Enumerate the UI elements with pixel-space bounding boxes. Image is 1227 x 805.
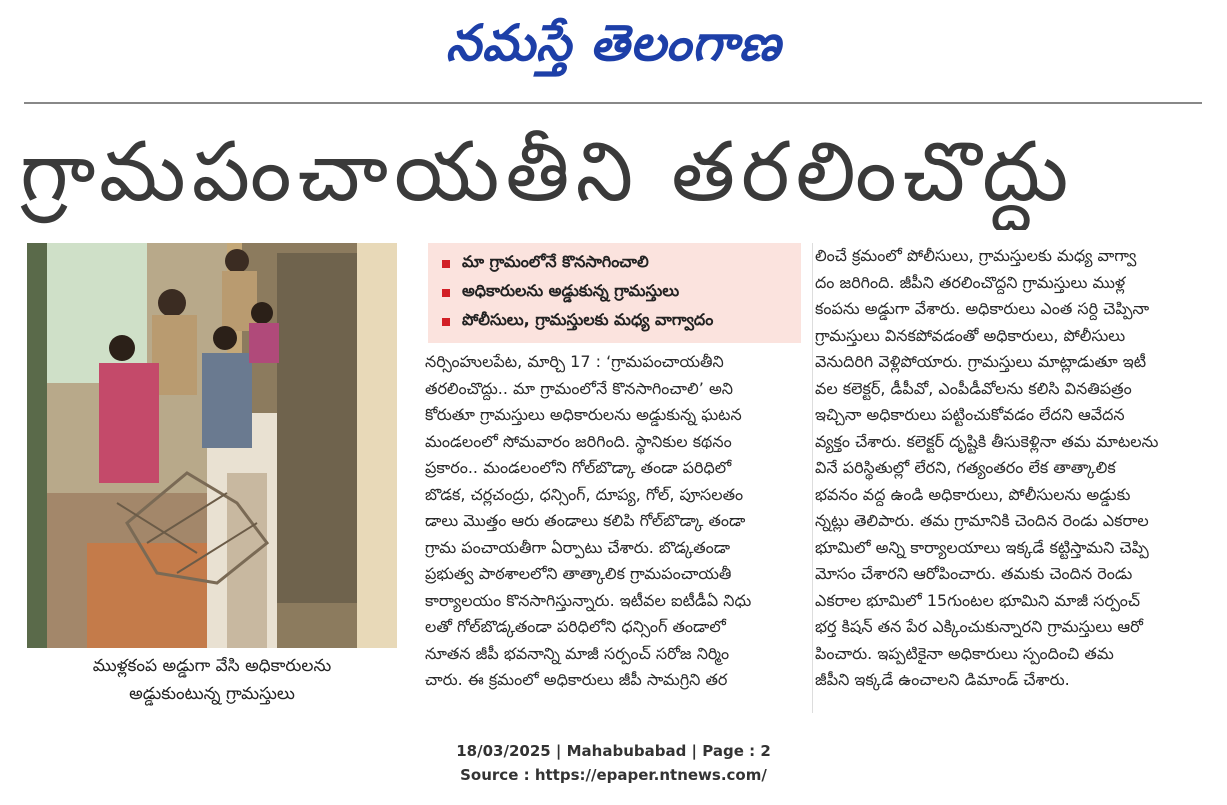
text-line: గ్రామ పంచాయతీగా ఏర్పాటు చేశారు. బొడ్కతండా xyxy=(425,537,731,557)
footer-source: Source : https://epaper.ntnews.com/ xyxy=(460,766,767,784)
text-line: మోసం చేశారని ఆరోపించారు. తమకు చెందిన రెండు xyxy=(815,564,1133,583)
text-line: కార్యాలయం కొనసాగిస్తున్నారు. ఇటీవల ఐటీడీఏ నిధు xyxy=(425,590,752,610)
highlight-text: అధికారులను అడ్డుకున్న గ్రామస్తులు xyxy=(462,281,680,300)
text-line: భవనం వద్ద ఉండి అధికారులు, పోలీసులను అడ్డుకు xyxy=(815,484,1131,504)
text-line: పించారు. ఇప్పటికైనా అధికారులు స్పందించి తమ xyxy=(815,643,1114,663)
caption-line: ముళ్లకంప అడ్డుగా వేసి అధికారులను xyxy=(92,656,332,676)
text-line: డాలు మొత్తం ఆరు తండాలు కలిపి గోల్‌బొడ్కా తండా xyxy=(425,511,746,530)
text-line: తరలించొద్దు.. మా గ్రామంలోనే కొనసాగించాలి’ అని xyxy=(425,378,733,398)
text-line: దం జరిగింది. జీపీని తరలించొద్దని గ్రామస్తులు ముళ్ల xyxy=(815,272,1126,292)
bullet-square-icon xyxy=(442,260,450,268)
news-photo xyxy=(27,243,397,648)
text-line: వినే పరిస్థితుల్లో లేరని, గత్యంతరం లేక తాత్కాలిక xyxy=(815,458,1116,477)
highlight-text: మా గ్రామంలోనే కొనసాగించాలి xyxy=(462,252,649,271)
column-divider xyxy=(812,243,813,713)
article-headline: గ్రామపంచాయతీని తరలించొద్దు xyxy=(20,125,1075,220)
text-line: వల కలెక్టర్, డీపీవో, ఎంపీడీవోలను కలిసి వినతిపత్రం xyxy=(815,378,1132,398)
highlight-item xyxy=(436,307,793,336)
text-line: భూమిలో అన్ని కార్యాలయాలు ఇక్కడే కట్టిస్తామని చెప్పి xyxy=(815,537,1149,557)
text-line: ప్రకారం.. మండలంలోని గోల్‌బొడ్కా తండా పరిధిలో xyxy=(425,458,732,477)
article-column-right xyxy=(815,243,1207,694)
bullet-square-icon xyxy=(442,289,450,297)
highlight-text: పోలీసులు, గ్రామస్తులకు మధ్య వాగ్వాదం xyxy=(462,310,714,329)
text-line: భర్త కిషన్ తన పేర ఎక్కించుకున్నారని గ్రామస్తులు ఆరో xyxy=(815,617,1143,636)
text-line: నూతన జీపీ భవనాన్ని మాజీ సర్పంచ్ సరోజ నిర్మిం xyxy=(425,643,730,663)
text-line: లతో గోల్‌బొడ్కతండా పరిధిలోని ధన్సింగ్ తండాలో xyxy=(425,617,726,636)
caption-line: అడ్డుకుంటున్న గ్రామస్తులు xyxy=(129,684,295,704)
bullet-square-icon xyxy=(442,318,450,326)
highlights-box xyxy=(428,243,801,343)
text-line: లించే క్రమంలో పోలీసులు, గ్రామస్తులకు మధ్య వాగ్వా xyxy=(815,246,1137,265)
text-line: వ్యక్తం చేశారు. కలెక్టర్ దృష్టికి తీసుకెళ్లినా తమ మాటలను xyxy=(815,431,1159,451)
highlight-item xyxy=(436,278,793,307)
text-line: ఎకరాల భూమిలో 15గుంటల భూమిని మాజీ సర్పంచ్ xyxy=(815,590,1141,610)
text-line: ప్రభుత్వ పాఠశాలలోని తాత్కాలిక గ్రామపంచాయతీ xyxy=(425,564,732,583)
text-line: కంపను అడ్డుగా వేశారు. అధికారులు ఎంత సర్ది చెప్పినా xyxy=(815,299,1150,318)
text-line: బొడక, చర్లచంద్రు, ధన్సింగ్, దూప్య, గోల్, పూసలతం xyxy=(425,484,744,504)
text-line: నర్సింహులపేట, మార్చి 17 : ‘గ్రామపంచాయతీని xyxy=(425,352,724,371)
text-line: ఇచ్చినా అధికారులు పట్టించుకోవడం లేదని ఆవేదన xyxy=(815,405,1125,424)
text-line: న్నట్లు తెలిపారు. తమ గ్రామానికి చెందిన రెండు ఎకరాల xyxy=(815,511,1149,530)
article-column-middle xyxy=(425,349,801,694)
text-line: జీపీని ఇక్కడే ఉంచాలని డిమాండ్ చేశారు. xyxy=(815,670,1070,689)
text-line: గ్రామస్తులు వినకపోవడంతో అధికారులు, పోలీసులు xyxy=(815,325,1126,345)
text-line: కోరుతూ గ్రామస్తులు అధికారులను అడ్డుకున్న ఘటన xyxy=(425,405,742,424)
text-line: మండలంలో సోమవారం జరిగింది. స్థానికుల కథనం xyxy=(425,431,732,451)
divider xyxy=(24,102,1202,104)
masthead-logo: నమస్తే తెలంగాణ xyxy=(445,14,782,72)
footer-date-edition: 18/03/2025 | Mahabubabad | Page : 2 xyxy=(456,742,771,760)
photo-illustration xyxy=(27,243,397,648)
highlight-item xyxy=(436,249,793,278)
text-line: చారు. ఈ క్రమంలో అధికారులు జీపీ సామగ్రిని తర xyxy=(425,670,728,689)
text-line: వెనుదిరిగి వెళ్లిపోయారు. గ్రామస్తులు మాట్లాడుతూ ఇటీ xyxy=(815,352,1147,371)
photo-caption xyxy=(27,652,397,708)
